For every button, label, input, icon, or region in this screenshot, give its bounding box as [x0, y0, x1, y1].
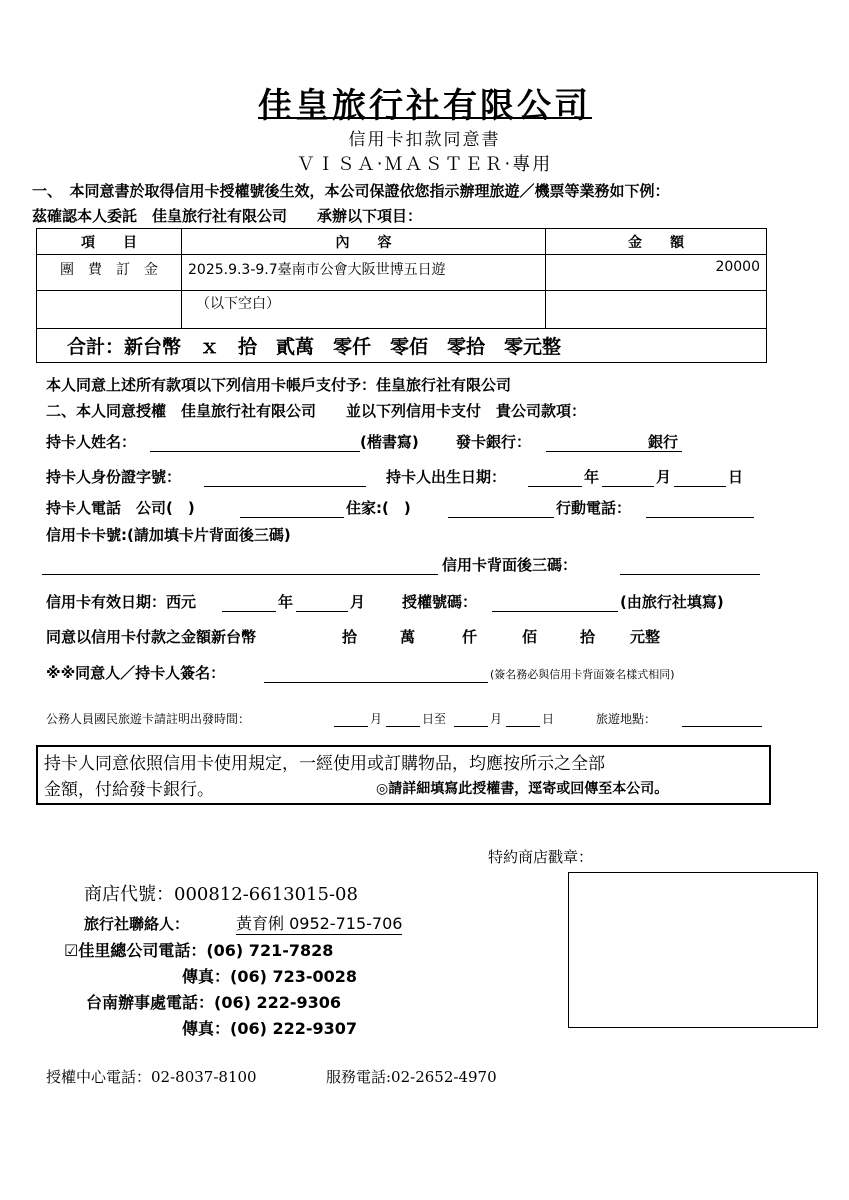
- signature-field[interactable]: [264, 682, 488, 683]
- amount-unit-bai: 佰: [522, 628, 538, 646]
- notice-bold-note: ◎請詳細填寫此授權書，逕寄或回傳至本公司。: [376, 781, 669, 797]
- gov-month2-unit: 月: [490, 712, 503, 726]
- mobile-field[interactable]: [646, 517, 754, 518]
- notice-line-2: 金額，付給發卡銀行。: [44, 780, 214, 800]
- notice-line-1: 持卡人同意依照信用卡使用規定，一經使用或訂購物品，均應按所示之全部: [44, 754, 605, 774]
- birth-day-unit: 日: [728, 468, 744, 486]
- items-table: [36, 228, 767, 363]
- gov-day-to: 日至: [422, 712, 447, 726]
- expiry-label: 信用卡有效日期：西元: [46, 593, 197, 611]
- gov-month-field[interactable]: [334, 726, 368, 727]
- signature-label: ※※同意人／持卡人簽名：: [46, 664, 226, 682]
- amount-unit-shi: 拾: [580, 628, 596, 646]
- holder-name-note: (楷書寫): [360, 433, 419, 451]
- header-content: 內 容: [182, 229, 546, 255]
- store-code: 商店代號：000812-6613015-08: [84, 884, 358, 905]
- birth-month-field[interactable]: [602, 486, 654, 487]
- expiry-month-field[interactable]: [296, 611, 348, 612]
- issuing-bank-label: 發卡銀行：: [456, 433, 532, 451]
- mobile-label: 行動電話：: [556, 499, 632, 517]
- amount-unit-yuan: 元整: [630, 628, 661, 646]
- gov-day-field[interactable]: [386, 726, 420, 727]
- auth-code-note: (由旅行社填寫): [620, 593, 724, 611]
- auth-line: 二、本人同意授權 佳皇旅行社有限公司 並以下列信用卡支付 貴公司款項：: [46, 402, 587, 420]
- table-row: [37, 255, 767, 291]
- row-amount: [546, 291, 767, 329]
- amount-unit-wan: 萬: [400, 628, 416, 646]
- row-item: [37, 291, 182, 329]
- row-content: （以下空白）: [182, 291, 546, 329]
- amount-unit-qian: 仟: [462, 628, 478, 646]
- row-content: 2025.9.3-9.7臺南市公會大阪世博五日遊: [182, 255, 546, 291]
- expiry-month-unit: 月: [350, 593, 366, 611]
- table-row: [37, 291, 767, 329]
- gov-month2-field[interactable]: [454, 726, 488, 727]
- travel-place-label: 旅遊地點：: [596, 712, 657, 726]
- gov-month-unit: 月: [370, 712, 383, 726]
- header-item: 項 目: [37, 229, 182, 255]
- auth-code-label: 授權號碼：: [402, 593, 478, 611]
- stamp-box: [568, 872, 818, 1028]
- birth-year-unit: 年: [584, 468, 600, 486]
- signature-note: (簽名務必與信用卡背面簽名樣式相同): [490, 668, 675, 681]
- header-amount: 金 額: [546, 229, 767, 255]
- id-number-label: 持卡人身份證字號：: [46, 468, 182, 486]
- home-phone-field[interactable]: [448, 517, 554, 518]
- company-title: 佳皇旅行社有限公司: [258, 86, 591, 126]
- birth-day-field[interactable]: [674, 486, 726, 487]
- total-row: [37, 329, 767, 363]
- contact-label: 旅行社聯絡人：: [84, 915, 190, 933]
- card-number-label: 信用卡卡號:(請加填卡片背面後三碼): [46, 526, 291, 544]
- stamp-label: 特約商店戳章：: [488, 848, 594, 866]
- expiry-year-unit: 年: [278, 593, 294, 611]
- cvv-field[interactable]: [620, 574, 760, 575]
- row-amount: 20000: [546, 255, 767, 291]
- doc-title: 信用卡扣款同意書: [348, 130, 501, 150]
- service-phone: 服務電話:02-2652-4970: [326, 1068, 497, 1086]
- title-underline: [258, 117, 592, 119]
- gov-day-unit: 日: [542, 712, 555, 726]
- contact-name: 黃育俐 0952-715-706: [236, 911, 402, 935]
- tn-phone: 台南辦事處電話：(06) 222-9306: [86, 993, 342, 1012]
- bank-suffix: 銀行: [648, 433, 679, 451]
- card-number-field[interactable]: [42, 574, 438, 575]
- holder-name-label: 持卡人姓名：: [46, 433, 137, 451]
- phone-label: 持卡人電話 公司( ): [46, 499, 195, 517]
- total-text: 合計：新台幣 ｘ 拾 貳萬 零仟 零佰 零拾 零元整: [37, 329, 767, 363]
- intro-line-1: 一、 本同意書於取得信用卡授權號後生效，本公司保證依您指示辦理旅遊／機票等業務如下例：: [32, 182, 670, 200]
- row-item: 團 費 訂 金: [37, 255, 182, 291]
- id-number-field[interactable]: [204, 486, 366, 487]
- auth-code-field[interactable]: [492, 611, 618, 612]
- birth-year-field[interactable]: [528, 486, 582, 487]
- intro-line-2: 茲確認本人委託 佳皇旅行社有限公司 承辦以下項目：: [32, 207, 423, 225]
- holder-name-field[interactable]: [150, 451, 360, 452]
- office-phone-field[interactable]: [240, 517, 344, 518]
- tn-fax: 傳真：(06) 222-9307: [182, 1019, 358, 1038]
- gov-day2-field[interactable]: [506, 726, 540, 727]
- gov-card-label: 公務人員國民旅遊卡請註明出發時間：: [46, 712, 251, 726]
- travel-place-field[interactable]: [682, 726, 762, 727]
- cvv-label: 信用卡背面後三碼：: [442, 556, 578, 574]
- hq-fax: 傳真：(06) 723-0028: [182, 967, 358, 986]
- birth-date-label: 持卡人出生日期：: [386, 468, 507, 486]
- birth-month-unit: 月: [656, 468, 672, 486]
- hq-phone: ☑佳里總公司電話：(06) 721-7828: [64, 941, 334, 960]
- auth-center-phone: 授權中心電話：02-8037-8100: [46, 1068, 257, 1086]
- expiry-year-field[interactable]: [222, 611, 276, 612]
- card-types: ＶＩＳＡ‧ＭＡＳＴＥＲ‧專用: [296, 154, 553, 175]
- amount-agree-label: 同意以信用卡付款之金額新台幣: [46, 628, 257, 646]
- agree-line: 本人同意上述所有款項以下列信用卡帳戶支付予：佳皇旅行社有限公司: [46, 376, 512, 394]
- home-phone-label: 住家:( ): [346, 499, 411, 517]
- amount-unit-ten-thousand: 拾: [342, 628, 358, 646]
